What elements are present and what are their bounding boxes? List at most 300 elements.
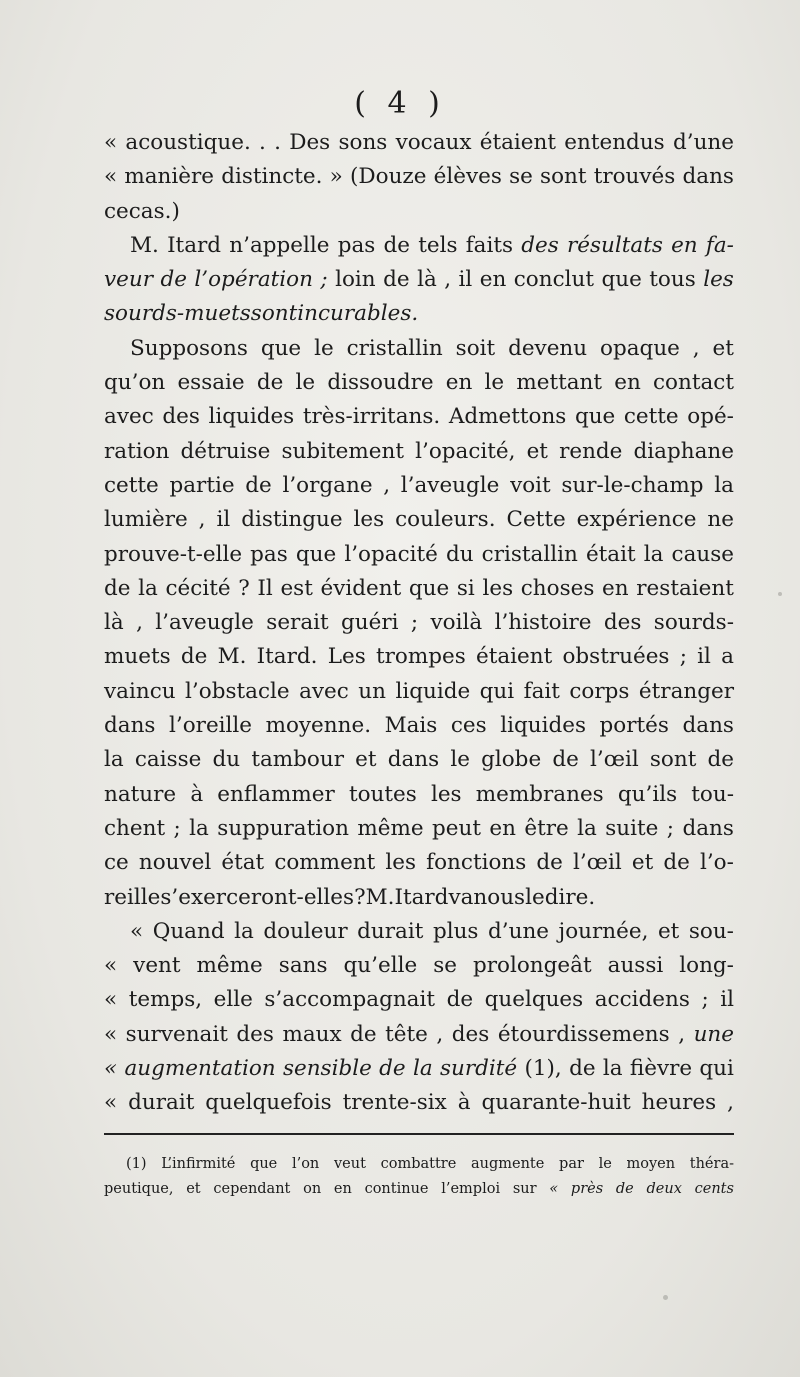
body-word: les [385,850,417,876]
body-word: durait [128,1090,195,1116]
body-word: l’œil [589,747,639,773]
body-word: essaie [177,370,245,396]
body-word: s’exerceront-elles [160,884,355,910]
body-word: distingue [241,507,343,533]
footnote-word: théra- [689,1156,734,1172]
body-line [104,263,734,297]
body-word: entendus [564,130,665,155]
body-word: évident [320,575,402,601]
body-word: le [484,370,505,396]
body-word: même [196,953,263,979]
body-word: Supposons [130,335,248,361]
body-word: des [603,610,642,636]
body-word: étaient [479,130,557,155]
body-word: les [703,267,734,293]
footnote-word: sur [512,1181,537,1197]
body-word: avec [299,678,349,704]
footnote-word: que [250,1156,278,1172]
body-word: la [234,918,254,944]
body-word: reille [104,884,161,910]
body-word: pas [337,232,376,258]
body-word: subitement [281,438,404,464]
body-word: le [525,884,545,910]
body-word: , [198,507,206,533]
footnote-word: moyen [626,1156,676,1172]
body-word: que [295,541,337,567]
body-word: restaient [636,575,734,601]
body-word: ? [238,575,250,601]
body-word: ces [450,713,487,739]
body-word: « [104,1021,118,1047]
footnote-word: continue [364,1181,429,1197]
body-word: il [720,987,734,1013]
body-word: cause [671,541,734,567]
body-word: sou- [688,918,734,944]
body-word: et [712,335,734,361]
body-word: de [383,232,411,258]
body-word: qu’elle [343,953,418,979]
body-word: dans [387,747,440,773]
body-word: les [482,575,514,601]
body-line [104,983,734,1017]
body-word: dans [682,815,734,841]
body-word: devenu [508,335,588,361]
body-word: cas. [128,198,172,224]
body-word: ; [701,987,709,1013]
body-word: l’oreille [169,713,253,739]
body-word: se [433,953,457,979]
body-word: des [451,1021,490,1047]
body-word: partie [169,472,235,498]
footnote-word: L’infirmité [161,1156,236,1172]
body-word: ) [171,198,180,224]
body-line [104,881,734,915]
body-word: très-irritans. [302,404,441,430]
body-word: dans [682,164,734,190]
body-word: , [444,267,452,293]
footnote-rule [104,1133,734,1135]
footnote-word: « [549,1181,559,1197]
footnote-line [104,1152,734,1177]
body-line [104,229,734,263]
body-word: vent [133,953,181,979]
body-word: acoustique. [125,130,251,155]
body-word: d’une [488,918,550,944]
body-word: quelquefois [205,1090,332,1116]
body-word: elle [213,987,253,1013]
body-word: survenait [125,1021,228,1047]
body-word: sans [278,953,328,979]
body-word: et [657,918,680,944]
body-word: lumière [104,507,188,533]
body-word: (1), [524,1056,562,1082]
body-word: de [663,850,690,876]
body-word: Mais [384,713,438,739]
body-word: les [353,507,385,533]
body-word: étaient [475,644,553,670]
body-word: « [104,953,118,979]
body-word: est [280,575,313,601]
body-word: , [136,610,143,636]
body-word: en [614,370,641,396]
body-word: Itard [167,232,222,258]
body-word: de [707,747,734,773]
body-word: résultats [566,232,663,258]
body-word: tête [385,1021,428,1047]
body-word: corps [569,678,630,704]
body-word: a [721,644,734,670]
body-word: ne [707,507,734,533]
body-word: durait [357,918,424,944]
body-word: qui [479,678,515,704]
body-word: de [446,987,474,1013]
body-word: accidens [594,987,690,1013]
body-line [104,915,734,949]
body-word: (Douze [350,164,427,190]
body-word: fonctions [426,850,527,876]
body-word: Itard. [256,644,318,670]
body-word: heures [641,1090,717,1116]
body-word: n’appelle [229,232,330,258]
body-word: d’une [672,130,734,155]
body-word: « [130,918,144,944]
body-word: augmentation [124,1056,276,1082]
body-word: avec [104,404,154,430]
body-word: qu’ils [617,781,678,807]
body-line [104,606,734,640]
body-word: contact [653,370,734,396]
body-word: de [350,1021,377,1047]
body-word: de [569,1056,596,1082]
body-word: vaincu [104,678,176,704]
footnote-word: on [303,1181,322,1197]
body-word: la [714,472,734,498]
body-word: dans [682,713,734,739]
body-word: , [383,472,391,498]
body-word: globe [481,747,542,773]
body-word: quarante-huit [481,1090,631,1116]
body-word: ; [679,644,687,670]
body-word: conclut [513,267,595,293]
body-word: opé- [687,404,734,430]
body-word: voilà [430,610,483,636]
body-word: douleur [263,918,348,944]
body-line [104,400,734,434]
body-word: la [104,747,124,773]
body-word: si [456,575,475,601]
body-word: « [104,1090,118,1116]
body-word: plus [432,918,479,944]
body-line [104,195,734,229]
footnote-line [104,1177,734,1202]
footnote [104,1152,734,1202]
body-word: aussi [607,953,664,979]
body-word: l’organe [282,472,373,498]
body-word: sensible [282,1056,372,1082]
body-word: la [189,815,209,841]
body-word: l’opacité [344,541,438,567]
body-word: diaphane [633,438,734,464]
body-word: une [693,1021,734,1047]
body-word: , [436,1021,444,1047]
body-word: Cette [506,507,566,533]
footnote-word: par [559,1156,584,1172]
body-word: cette [623,404,679,430]
body-word: rende [559,438,623,464]
body-word: des [236,1021,274,1047]
body-line [104,366,734,400]
body-word: caisse [134,747,202,773]
body-word: Il [257,575,273,601]
body-word: du [445,541,474,567]
body-word: un [358,678,386,704]
body-word: dans [104,713,156,739]
body-word: vocaux [395,130,472,155]
body-line [104,435,734,469]
body-word: il [697,644,711,670]
body-word: journée, [558,918,649,944]
body-word: quelques [484,987,584,1013]
body-word: loin [335,267,376,293]
body-word: étourdissemens [497,1021,670,1047]
body-word: ; [666,815,675,841]
body-line [104,297,734,331]
body-word: sons [338,130,388,155]
body-word: étranger [638,678,734,704]
body-word: le [314,335,334,361]
body-word: là [104,610,124,636]
body-word: opaque [600,335,680,361]
body-word: cristallin [346,335,443,361]
body-word: , [727,1090,734,1116]
body-word: tou- [691,781,734,807]
ink-speck [663,1295,668,1300]
footnote-word: deux [646,1181,682,1197]
page-number: ( 4 ) [354,86,446,121]
body-word: manière [124,164,214,190]
body-word: s’accompagnait [264,987,436,1013]
body-word: temps, [128,987,203,1013]
body-word: , [692,335,700,361]
body-word: trente-six [342,1090,447,1116]
body-word: de [256,370,284,396]
footnote-word: cependant [213,1181,291,1197]
body-word: dire. [544,884,596,910]
body-word: serait [266,610,329,636]
body-word: était [585,541,636,567]
body-line [104,743,734,777]
body-word: ; [410,610,419,636]
body-line [104,332,734,366]
body-word: ce [104,198,129,224]
body-word: M. [217,644,247,670]
body-word: en [445,370,473,396]
ink-speck [778,592,782,596]
body-word: à [457,1090,471,1116]
body-word: que [601,267,642,293]
body-word: de [180,644,208,670]
body-word: même [357,815,424,841]
body-word: guéri [341,610,399,636]
body-word: fa- [705,232,734,258]
body-word: Quand [152,918,225,944]
body-word: en [479,267,507,293]
body-word: pas [250,541,288,567]
body-word: l’œil [573,850,622,876]
body-line [104,572,734,606]
body-word: sur-le-champ [561,472,704,498]
body-line [104,675,734,709]
footnote-word: l’emploi [441,1181,501,1197]
body-word: cette [104,472,159,498]
footnote-word: de [615,1181,634,1197]
body-line [104,1018,734,1052]
body-word: la [643,541,664,567]
body-word: liquide [395,678,471,704]
body-word: Des [289,130,331,155]
body-word: trouvés [593,164,676,190]
body-word: trompes [375,644,466,670]
body-word: « [104,164,118,190]
body-word: M. [130,232,159,258]
body-word: Les [327,644,366,670]
body-word: fait [523,678,560,704]
footnote-word: en [333,1181,352,1197]
body-word: « [104,1056,118,1082]
body-line [104,640,734,674]
body-word: long- [679,953,734,979]
body-word: sourds- [653,610,734,636]
body-word: détruise [180,438,271,464]
body-word: chent [104,815,166,841]
body-word: sourds-muets [104,301,251,327]
body-word: sont [540,164,587,190]
body-word: de [379,1056,406,1082]
body-word: en [489,815,516,841]
body-word: des [521,232,559,258]
body-word: Admettons [448,404,567,430]
body-word: « [104,130,118,155]
body-word: et [355,747,377,773]
body-word: liquides [500,713,586,739]
body-word: de [245,472,272,498]
body-word: tous [649,267,696,293]
body-word: là [417,267,437,293]
body-word: sont [250,301,298,327]
body-word: et [526,438,548,464]
footnote-word: cents [694,1181,734,1197]
body-word: , [678,1021,686,1047]
body-word: distincte. [221,164,323,190]
body-word: Itard [394,884,449,910]
body-word: muets [104,644,171,670]
body-word: suite [605,815,659,841]
body-word: . [259,130,266,155]
body-word: ; [320,267,328,293]
body-word: va [448,884,474,910]
body-word: à [190,781,204,807]
body-word: élèves [433,164,502,190]
body-word: « [104,987,118,1013]
body-line [104,503,734,537]
body-word: la [412,1056,433,1082]
body-line [104,538,734,572]
body-word: que [408,575,450,601]
body-word: en [671,232,698,258]
body-word: ce [104,850,129,876]
body-word: que [260,335,302,361]
footnote-word: près [570,1181,604,1197]
body-word: l’obstacle [185,678,290,704]
body-word: fièvre [629,1056,693,1082]
body-word: le [450,747,470,773]
body-word: prouve-t-elle [104,541,243,567]
body-word: en [602,575,629,601]
body-word: tambour [251,747,345,773]
body-word: état [221,850,265,876]
body-word: surdité [439,1056,518,1082]
footnote-word: combattre [380,1156,457,1172]
body-word: ; [173,815,181,841]
footnote-word: l’on [291,1156,320,1172]
body-word: incurables. [297,301,419,327]
body-word: le [295,370,316,396]
body-word: moyenne. [265,713,372,739]
body-line [104,126,734,160]
body-word: enflammer [217,781,335,807]
body-word: cristallin [481,541,578,567]
body-word: soit [455,335,496,361]
body-line [104,812,734,846]
body-word: maux [282,1021,342,1047]
body-word: que [574,404,616,430]
body-word: tels [418,232,458,258]
body-word: de [552,747,579,773]
body-word: il [216,507,231,533]
body-word: nous [473,884,526,910]
footnote-word: peutique, [104,1181,174,1197]
body-word: il [458,267,473,293]
body-word: comment [274,850,376,876]
body-word: peut [431,815,481,841]
footnote-word: augmente [471,1156,545,1172]
body-word: cécité [165,575,231,601]
body-word: se [509,164,533,190]
body-word: de [160,267,187,293]
body-line [104,709,734,743]
body-word: membranes [475,781,604,807]
body-line [104,160,734,194]
body-word: choses [520,575,595,601]
footnote-word: veut [333,1156,366,1172]
body-word: l’o- [699,850,734,876]
body-word: l’aveugle [400,472,500,498]
body-word: liquides [208,404,295,430]
body-word: mettant [516,370,603,396]
body-word: de [383,267,410,293]
body-line [104,949,734,983]
body-word: être [524,815,569,841]
footnote-word: (1) [126,1156,147,1172]
body-word: du [212,747,241,773]
body-line [104,469,734,503]
body-word: la [602,1056,623,1082]
body-word: ration [104,438,170,464]
body-word: de [536,850,563,876]
body-word: l’opacité, [415,438,516,464]
body-word: de [104,575,131,601]
body-word: . [274,130,281,155]
